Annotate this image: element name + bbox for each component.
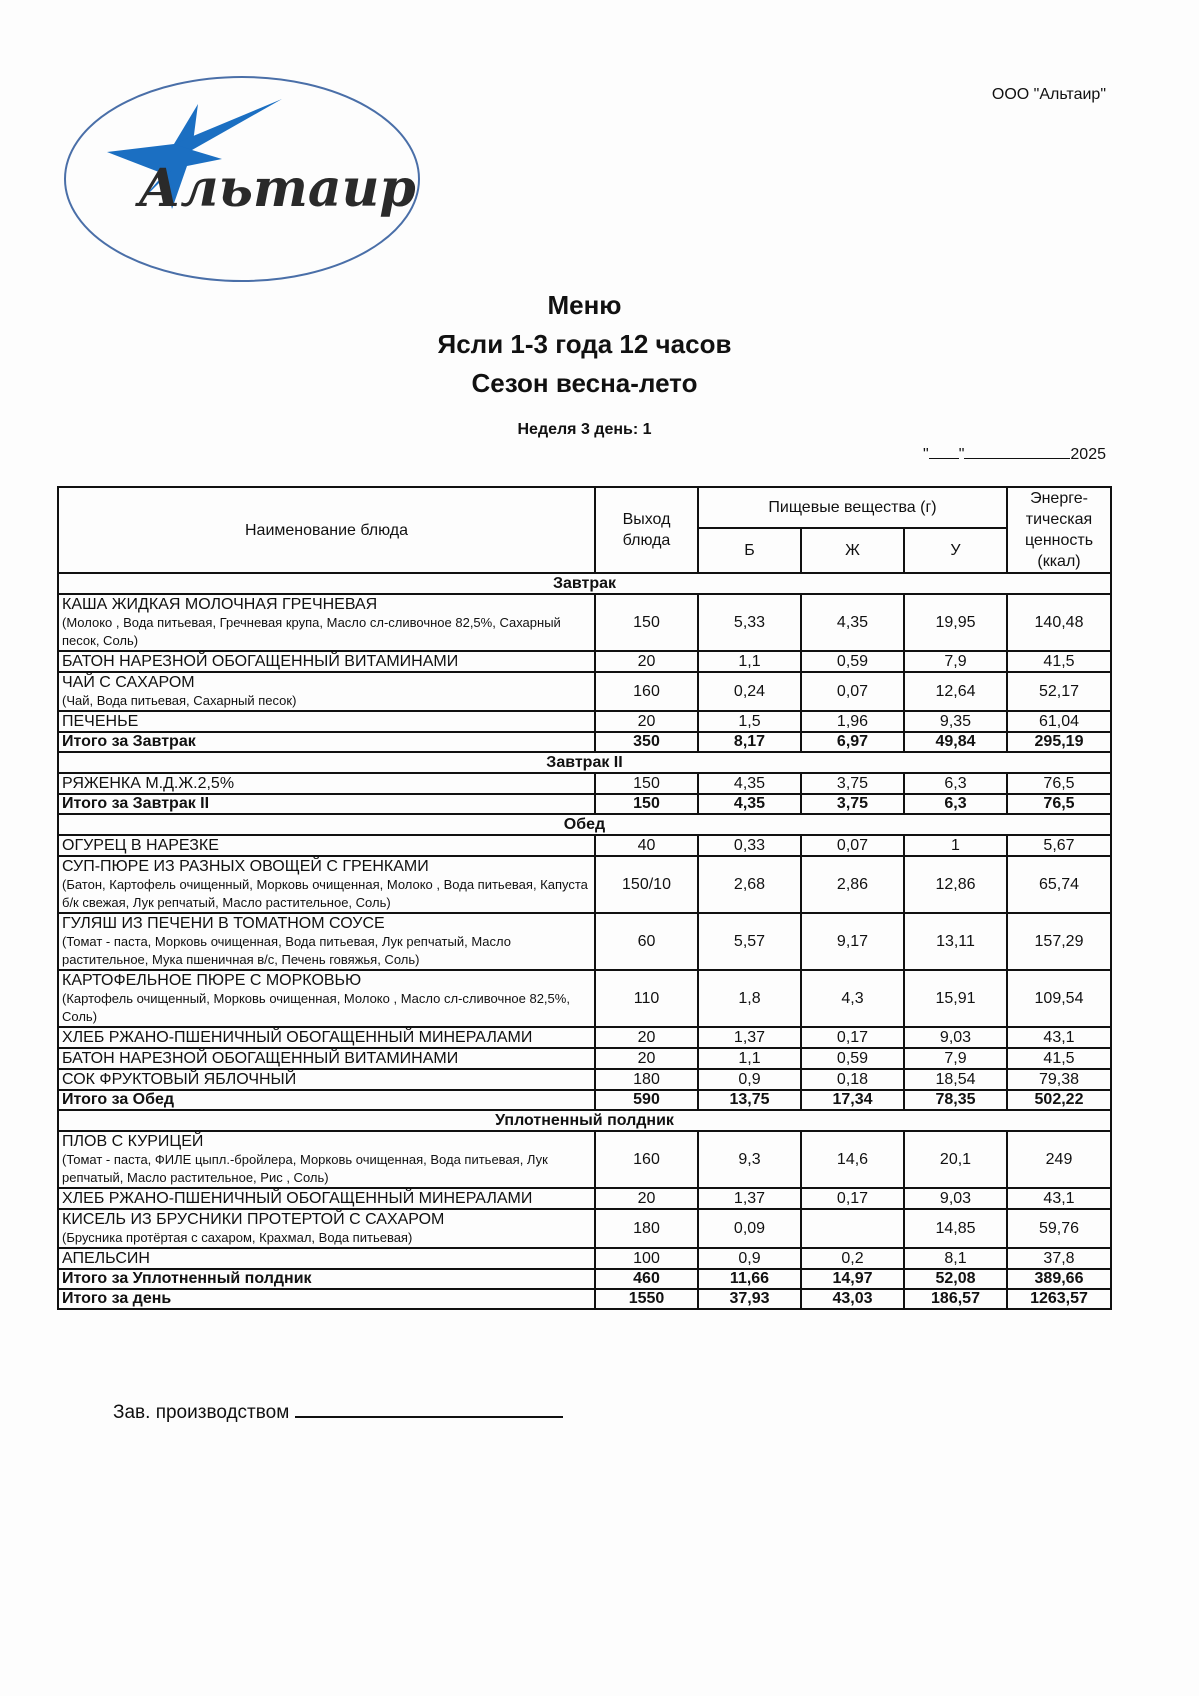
cell-out: 20 xyxy=(595,711,698,732)
cell-zh: 4,35 xyxy=(801,594,904,651)
cell-zh: 0,07 xyxy=(801,835,904,856)
dish-row xyxy=(58,672,1111,711)
cell-b: 0,9 xyxy=(698,1248,801,1269)
cell-out: 20 xyxy=(595,1048,698,1069)
section-title: Завтрак II xyxy=(58,752,1111,773)
day-blank xyxy=(929,444,959,459)
cell-zh: 9,17 xyxy=(801,913,904,970)
dish-row xyxy=(58,651,1111,672)
cell-zh: 0,17 xyxy=(801,1188,904,1209)
cell-b: 8,17 xyxy=(698,732,801,752)
section-title: Завтрак xyxy=(58,573,1111,594)
cell-u: 9,03 xyxy=(904,1188,1007,1209)
dish-cell xyxy=(58,1131,595,1188)
menu-body xyxy=(58,573,1111,1309)
cell-out: 1550 xyxy=(595,1289,698,1309)
dish-cell xyxy=(58,773,595,794)
dish-cell xyxy=(58,970,595,1027)
cell-u: 19,95 xyxy=(904,594,1007,651)
dish-row xyxy=(58,773,1111,794)
dish-row xyxy=(58,1027,1111,1048)
cell-zh: 0,17 xyxy=(801,1027,904,1048)
cell-out: 20 xyxy=(595,1027,698,1048)
dish-row xyxy=(58,1131,1111,1188)
cell-b: 37,93 xyxy=(698,1289,801,1309)
header-nutrients: Пищевые вещества (г) xyxy=(698,487,1007,528)
header-output: Выход блюда xyxy=(595,487,698,573)
cell-b: 1,1 xyxy=(698,651,801,672)
altair-logo xyxy=(62,74,422,284)
signature-label: Зав. производством xyxy=(113,1402,290,1423)
section-row xyxy=(58,1110,1111,1131)
cell-b: 0,24 xyxy=(698,672,801,711)
week-day-label: Неделя 3 день: 1 xyxy=(517,421,652,438)
cell-b: 9,3 xyxy=(698,1131,801,1188)
dish-row xyxy=(58,835,1111,856)
cell-out: 460 xyxy=(595,1269,698,1289)
cell-u: 14,85 xyxy=(904,1209,1007,1248)
date-quote-open: " xyxy=(923,446,929,463)
cell-b: 4,35 xyxy=(698,773,801,794)
header-protein: Б xyxy=(698,528,801,573)
cell-out: 150 xyxy=(595,794,698,814)
dish-row xyxy=(58,1188,1111,1209)
cell-out: 180 xyxy=(595,1069,698,1090)
cell-kcal: 79,38 xyxy=(1007,1069,1111,1090)
dish-cell xyxy=(58,594,595,651)
dish-cell xyxy=(58,672,595,711)
section-total-label: Итого за Завтрак xyxy=(58,732,595,752)
cell-zh: 6,97 xyxy=(801,732,904,752)
dish-cell xyxy=(58,1048,595,1069)
cell-u: 7,9 xyxy=(904,651,1007,672)
cell-u: 12,64 xyxy=(904,672,1007,711)
cell-u: 13,11 xyxy=(904,913,1007,970)
signature-block xyxy=(113,1400,563,1424)
cell-kcal: 59,76 xyxy=(1007,1209,1111,1248)
dish-cell xyxy=(58,856,595,913)
cell-out: 590 xyxy=(595,1090,698,1110)
cell-zh: 4,3 xyxy=(801,970,904,1027)
dish-row xyxy=(58,970,1111,1027)
cell-b: 1,8 xyxy=(698,970,801,1027)
section-title: Обед xyxy=(58,814,1111,835)
menu-table xyxy=(57,486,1112,1310)
cell-b: 1,37 xyxy=(698,1188,801,1209)
dish-name: ОГУРЕЦ В НАРЕЗКЕ xyxy=(62,837,219,854)
cell-zh: 14,97 xyxy=(801,1269,904,1289)
dish-row xyxy=(58,1048,1111,1069)
cell-b: 0,09 xyxy=(698,1209,801,1248)
header-carbs: У xyxy=(904,528,1007,573)
cell-u: 78,35 xyxy=(904,1090,1007,1110)
cell-out: 160 xyxy=(595,1131,698,1188)
cell-kcal: 502,22 xyxy=(1007,1090,1111,1110)
cell-kcal: 43,1 xyxy=(1007,1188,1111,1209)
dish-row xyxy=(58,711,1111,732)
cell-kcal: 37,8 xyxy=(1007,1248,1111,1269)
cell-out: 350 xyxy=(595,732,698,752)
section-title: Уплотненный полдник xyxy=(58,1110,1111,1131)
cell-zh: 0,18 xyxy=(801,1069,904,1090)
dish-ingredients: (Чай, Вода питьевая, Сахарный песок) xyxy=(62,693,297,708)
dish-name: КИСЕЛЬ ИЗ БРУСНИКИ ПРОТЕРТОЙ С САХАРОМ xyxy=(62,1211,445,1228)
dish-name: СУП-ПЮРЕ ИЗ РАЗНЫХ ОВОЩЕЙ С ГРЕНКАМИ xyxy=(62,858,429,875)
cell-b: 0,9 xyxy=(698,1069,801,1090)
day-total-label: Итого за день xyxy=(58,1289,595,1309)
section-total-row xyxy=(58,794,1111,814)
cell-zh: 1,96 xyxy=(801,711,904,732)
cell-kcal: 41,5 xyxy=(1007,651,1111,672)
cell-b: 5,57 xyxy=(698,913,801,970)
dish-name: ПЕЧЕНЬЕ xyxy=(62,713,139,730)
dish-ingredients: (Картофель очищенный, Морковь очищенная, Молоко , Масло сл-сливочное 82,5%, Соль) xyxy=(62,991,570,1024)
dish-name: ХЛЕБ РЖАНО-ПШЕНИЧНЫЙ ОБОГАЩЕННЫЙ МИНЕРАЛАМИ xyxy=(62,1190,533,1207)
cell-zh xyxy=(801,1209,904,1248)
cell-u: 9,03 xyxy=(904,1027,1007,1048)
dish-name: КАРТОФЕЛЬНОЕ ПЮРЕ С МОРКОВЬЮ xyxy=(62,972,362,989)
cell-kcal: 249 xyxy=(1007,1131,1111,1188)
header-fat: Ж xyxy=(801,528,904,573)
dish-name: ХЛЕБ РЖАНО-ПШЕНИЧНЫЙ ОБОГАЩЕННЫЙ МИНЕРАЛАМИ xyxy=(62,1029,533,1046)
dish-row xyxy=(58,1248,1111,1269)
cell-out: 40 xyxy=(595,835,698,856)
cell-u: 49,84 xyxy=(904,732,1007,752)
section-total-row xyxy=(58,1269,1111,1289)
dish-row xyxy=(58,1209,1111,1248)
dish-cell xyxy=(58,1188,595,1209)
signature-line xyxy=(295,1400,563,1418)
company-name: ООО "Альтаир" xyxy=(991,86,1106,103)
dish-ingredients: (Томат - паста, Морковь очищенная, Вода питьевая, Лук репчатый, Масло растительное, Мука пшеничная в/с, Печень говяжья, Соль) xyxy=(62,934,512,967)
cell-out: 20 xyxy=(595,1188,698,1209)
dish-cell xyxy=(58,1209,595,1248)
section-total-row xyxy=(58,1090,1111,1110)
cell-kcal: 140,48 xyxy=(1007,594,1111,651)
cell-zh: 17,34 xyxy=(801,1090,904,1110)
cell-u: 20,1 xyxy=(904,1131,1007,1188)
dish-name: РЯЖЕНКА М.Д.Ж.2,5% xyxy=(62,775,235,792)
date-line xyxy=(923,444,1106,464)
cell-u: 8,1 xyxy=(904,1248,1007,1269)
cell-kcal: 5,67 xyxy=(1007,835,1111,856)
cell-zh: 3,75 xyxy=(801,794,904,814)
dish-ingredients: (Молоко , Вода питьевая, Гречневая крупа, Масло сл-сливочное 82,5%, Сахарный песок, Соль) xyxy=(62,615,561,648)
dish-row xyxy=(58,856,1111,913)
section-total-label: Итого за Обед xyxy=(58,1090,595,1110)
section-row xyxy=(58,814,1111,835)
dish-cell xyxy=(58,1069,595,1090)
cell-u: 1 xyxy=(904,835,1007,856)
title-line-1: Меню xyxy=(547,290,622,320)
cell-kcal: 76,5 xyxy=(1007,773,1111,794)
cell-b: 2,68 xyxy=(698,856,801,913)
cell-kcal: 41,5 xyxy=(1007,1048,1111,1069)
dish-ingredients: (Брусника протёртая с сахаром, Крахмал, Вода питьевая) xyxy=(62,1230,413,1245)
cell-out: 110 xyxy=(595,970,698,1027)
cell-out: 100 xyxy=(595,1248,698,1269)
cell-kcal: 61,04 xyxy=(1007,711,1111,732)
dish-row xyxy=(58,913,1111,970)
cell-zh: 0,07 xyxy=(801,672,904,711)
cell-u: 186,57 xyxy=(904,1289,1007,1309)
document-title xyxy=(0,286,1169,403)
cell-u: 6,3 xyxy=(904,794,1007,814)
dish-row xyxy=(58,1069,1111,1090)
dish-ingredients: (Томат - паста, ФИЛЕ цыпл.-бройлера, Морковь очищенная, Вода питьевая, Лук репчатый, Масло растительное, Рис , Соль) xyxy=(62,1152,548,1185)
cell-zh: 0,2 xyxy=(801,1248,904,1269)
dish-name: ЧАЙ С САХАРОМ xyxy=(62,674,195,691)
cell-kcal: 1263,57 xyxy=(1007,1289,1111,1309)
title-line-2: Ясли 1-3 года 12 часов xyxy=(437,329,732,359)
cell-zh: 3,75 xyxy=(801,773,904,794)
dish-name: БАТОН НАРЕЗНОЙ ОБОГАЩЕННЫЙ ВИТАМИНАМИ xyxy=(62,653,459,670)
cell-out: 150/10 xyxy=(595,856,698,913)
cell-kcal: 109,54 xyxy=(1007,970,1111,1027)
section-row xyxy=(58,752,1111,773)
section-total-label: Итого за Завтрак II xyxy=(58,794,595,814)
dish-name: АПЕЛЬСИН xyxy=(62,1250,150,1267)
dish-cell xyxy=(58,1248,595,1269)
cell-out: 60 xyxy=(595,913,698,970)
cell-zh: 2,86 xyxy=(801,856,904,913)
cell-kcal: 389,66 xyxy=(1007,1269,1111,1289)
cell-u: 18,54 xyxy=(904,1069,1007,1090)
date-year: 2025 xyxy=(1070,446,1106,463)
cell-u: 12,86 xyxy=(904,856,1007,913)
cell-b: 1,5 xyxy=(698,711,801,732)
section-total-row xyxy=(58,732,1111,752)
cell-out: 20 xyxy=(595,651,698,672)
section-total-label: Итого за Уплотненный полдник xyxy=(58,1269,595,1289)
dish-name: ГУЛЯШ ИЗ ПЕЧЕНИ В ТОМАТНОМ СОУСЕ xyxy=(62,915,385,932)
cell-b: 0,33 xyxy=(698,835,801,856)
cell-zh: 43,03 xyxy=(801,1289,904,1309)
dish-name: КАША ЖИДКАЯ МОЛОЧНАЯ ГРЕЧНЕВАЯ xyxy=(62,596,378,613)
cell-kcal: 157,29 xyxy=(1007,913,1111,970)
cell-zh: 0,59 xyxy=(801,651,904,672)
section-row xyxy=(58,573,1111,594)
month-blank xyxy=(964,444,1070,459)
cell-u: 9,35 xyxy=(904,711,1007,732)
dish-cell xyxy=(58,835,595,856)
dish-name: СОК ФРУКТОВЫЙ ЯБЛОЧНЫЙ xyxy=(62,1071,297,1088)
cell-kcal: 52,17 xyxy=(1007,672,1111,711)
cell-out: 160 xyxy=(595,672,698,711)
cell-b: 1,37 xyxy=(698,1027,801,1048)
cell-b: 11,66 xyxy=(698,1269,801,1289)
cell-b: 4,35 xyxy=(698,794,801,814)
day-total-row xyxy=(58,1289,1111,1309)
cell-b: 5,33 xyxy=(698,594,801,651)
cell-kcal: 65,74 xyxy=(1007,856,1111,913)
date-quote-close: " xyxy=(958,446,965,463)
cell-kcal: 295,19 xyxy=(1007,732,1111,752)
cell-kcal: 43,1 xyxy=(1007,1027,1111,1048)
header-dish-name: Наименование блюда xyxy=(58,487,595,573)
cell-out: 150 xyxy=(595,594,698,651)
dish-name: БАТОН НАРЕЗНОЙ ОБОГАЩЕННЫЙ ВИТАМИНАМИ xyxy=(62,1050,459,1067)
dish-name: ПЛОВ С КУРИЦЕЙ xyxy=(62,1133,204,1150)
dish-ingredients: (Батон, Картофель очищенный, Морковь очищенная, Молоко , Вода питьевая, Капуста б/к свежая, Лук репчатый, Масло растительное, Соль) xyxy=(62,877,588,910)
cell-kcal: 76,5 xyxy=(1007,794,1111,814)
cell-u: 15,91 xyxy=(904,970,1007,1027)
dish-cell xyxy=(58,1027,595,1048)
cell-u: 52,08 xyxy=(904,1269,1007,1289)
cell-out: 150 xyxy=(595,773,698,794)
dish-cell xyxy=(58,711,595,732)
header-energy: Энерге-тическая ценность (ккал) xyxy=(1007,487,1111,573)
cell-zh: 14,6 xyxy=(801,1131,904,1188)
cell-zh: 0,59 xyxy=(801,1048,904,1069)
cell-b: 13,75 xyxy=(698,1090,801,1110)
cell-u: 6,3 xyxy=(904,773,1007,794)
dish-row xyxy=(58,594,1111,651)
cell-out: 180 xyxy=(595,1209,698,1248)
cell-b: 1,1 xyxy=(698,1048,801,1069)
dish-cell xyxy=(58,913,595,970)
logo-wordmark: Альтаир xyxy=(138,158,416,219)
cell-u: 7,9 xyxy=(904,1048,1007,1069)
dish-cell xyxy=(58,651,595,672)
title-line-3: Сезон весна-лето xyxy=(471,368,698,398)
